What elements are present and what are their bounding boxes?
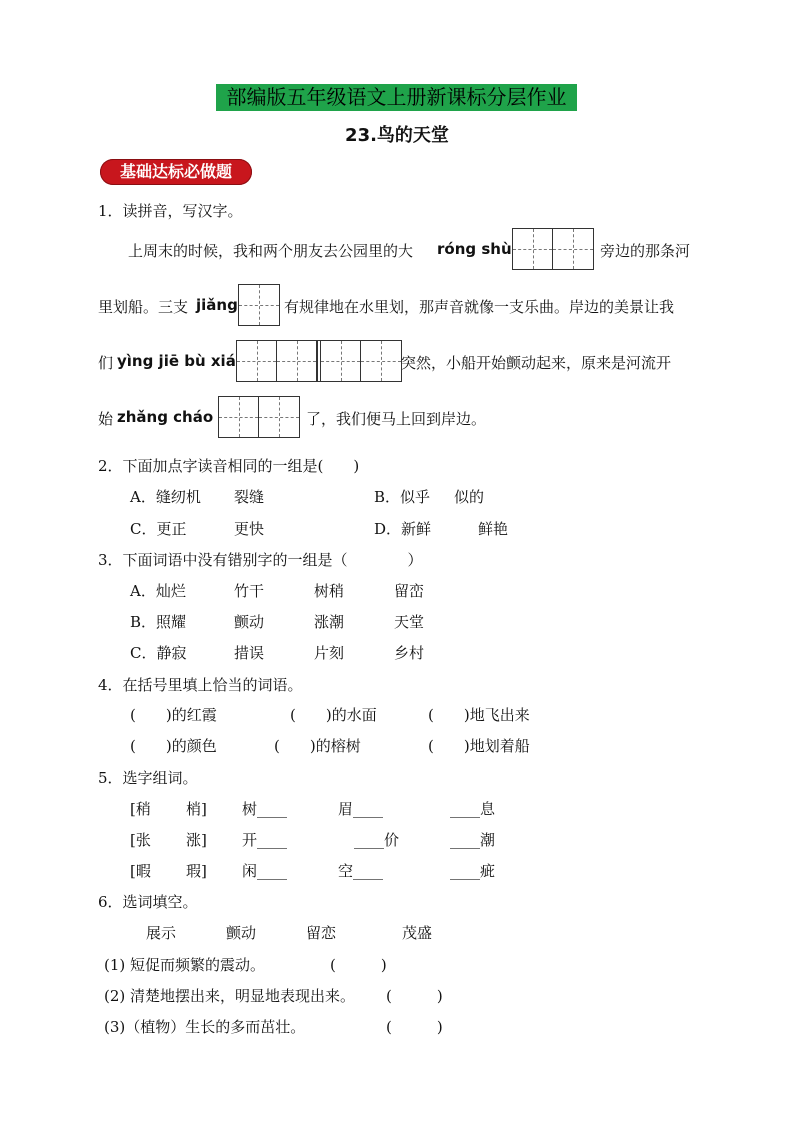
q5-char-option: 瑕] xyxy=(186,862,207,880)
q6-word-option: 展示 xyxy=(146,924,177,942)
q1-title: 1．读拼音，写汉字。 xyxy=(98,202,243,220)
q1-line1-text: 上周末的时候，我和两个朋友去公园里的大 xyxy=(128,242,414,260)
lesson-title: 23.鸟的天堂 xyxy=(345,125,449,146)
q4-blank[interactable]: ( )地划着船 xyxy=(428,737,530,755)
q3-row-b-col1: B．照耀 xyxy=(130,613,187,631)
q5-char-option: 梢] xyxy=(186,800,207,818)
q1-line1-pinyin: róng shù xyxy=(437,240,512,258)
q1-answer-grid-2[interactable] xyxy=(238,284,280,326)
q1-line2-pinyin: jiǎng xyxy=(196,296,238,314)
q4-title: 4．在括号里填上恰当的词语。 xyxy=(98,676,303,694)
q6-item-3: (3)（植物）生长的多而茁壮。 xyxy=(104,1018,306,1036)
q6-item-2: (2) 清楚地摆出来，明显地表现出来。 xyxy=(104,987,356,1005)
q2-option-c-word2: 更快 xyxy=(234,520,265,538)
q1-line3-text: 们 xyxy=(98,354,114,372)
series-title: 部编版五年级语文上册新课标分层作业 xyxy=(216,84,577,111)
q3-row-b-col3: 涨潮 xyxy=(314,613,345,631)
q5-char-option: [稍 xyxy=(130,800,151,818)
q5-blank[interactable]: ____息 xyxy=(450,800,496,818)
section-badge: 基础达标必做题 xyxy=(100,159,252,185)
q6-word-option: 茂盛 xyxy=(402,924,433,942)
q2-option-b-word2: 似的 xyxy=(454,488,485,506)
q1-answer-grid-4[interactable] xyxy=(218,396,300,438)
grid-cell[interactable] xyxy=(237,341,277,381)
q1-line4-text: 始 xyxy=(98,410,114,428)
grid-cell[interactable] xyxy=(219,397,259,437)
q5-char-option: [张 xyxy=(130,831,151,849)
grid-cell[interactable] xyxy=(277,341,317,381)
q3-row-c-col2: 措误 xyxy=(234,644,265,662)
q3-row-c-col1: C．静寂 xyxy=(130,644,187,662)
q2-option-a: A．缝纫机 xyxy=(130,488,201,506)
q3-row-c-col3: 片刻 xyxy=(314,644,345,662)
q5-blank[interactable]: 开____ xyxy=(242,831,288,849)
q6-word-option: 留恋 xyxy=(306,924,337,942)
q1-answer-grid-1[interactable] xyxy=(512,228,594,270)
q5-blank[interactable]: 树____ xyxy=(242,800,288,818)
q4-blank[interactable]: ( )的红霞 xyxy=(130,706,217,724)
grid-cell[interactable] xyxy=(259,397,299,437)
q2-option-d-word2: 鲜艳 xyxy=(478,520,509,538)
q5-char-option: 涨] xyxy=(186,831,207,849)
q1-line1-after: 旁边的那条河 xyxy=(600,242,691,260)
q1-line3-pinyin: yìng jiē bù xiá xyxy=(117,352,236,370)
q3-row-a-col3: 树稍 xyxy=(314,582,345,600)
q2-title: 2．下面加点字读音相同的一组是( ) xyxy=(98,457,360,475)
q3-row-b-col4: 天堂 xyxy=(394,613,425,631)
q6-word-option: 颤动 xyxy=(226,924,257,942)
q1-line2-after: 有规律地在水里划，那声音就像一支乐曲。岸边的美景让我 xyxy=(284,298,675,316)
q6-item-1: (1) 短促而频繁的震动。 xyxy=(104,956,266,974)
grid-cell[interactable] xyxy=(553,229,593,269)
grid-cell[interactable] xyxy=(513,229,553,269)
q5-title: 5．选字组词。 xyxy=(98,769,198,787)
q2-option-b: B．似乎 xyxy=(374,488,431,506)
q6-item-3-blank[interactable]: ( ) xyxy=(386,1018,443,1036)
q5-blank[interactable]: ____潮 xyxy=(450,831,496,849)
q1-line4-pinyin: zhǎng cháo xyxy=(117,408,214,426)
q3-row-a-col2: 竹干 xyxy=(234,582,265,600)
q2-option-c: C．更正 xyxy=(130,520,187,538)
q4-blank[interactable]: ( )地飞出来 xyxy=(428,706,530,724)
q3-row-c-col4: 乡村 xyxy=(394,644,425,662)
q5-blank[interactable]: 闲____ xyxy=(242,862,288,880)
q4-blank[interactable]: ( )的水面 xyxy=(290,706,377,724)
grid-cell[interactable] xyxy=(239,285,279,325)
q5-blank[interactable]: ____价 xyxy=(354,831,400,849)
q6-item-1-blank[interactable]: ( ) xyxy=(330,956,387,974)
q6-item-2-blank[interactable]: ( ) xyxy=(386,987,443,1005)
q1-answer-grid-3[interactable] xyxy=(236,340,402,382)
q1-line3-after: 突然，小船开始颤动起来，原来是河流开 xyxy=(401,354,672,372)
q5-blank[interactable]: ____疵 xyxy=(450,862,496,880)
q2-option-a-word2: 裂缝 xyxy=(234,488,265,506)
q3-row-a-col4: 留峦 xyxy=(394,582,425,600)
grid-cell[interactable] xyxy=(361,341,401,381)
q6-title: 6．选词填空。 xyxy=(98,893,198,911)
q3-row-a-col1: A．灿烂 xyxy=(130,582,186,600)
q5-blank[interactable]: 眉____ xyxy=(338,800,384,818)
q1-line4-after: 了，我们便马上回到岸边。 xyxy=(306,410,487,428)
q3-row-b-col2: 颤动 xyxy=(234,613,265,631)
q4-blank[interactable]: ( )的颜色 xyxy=(130,737,217,755)
q1-line2-text: 里划船。三支 xyxy=(98,298,189,316)
q5-blank[interactable]: 空____ xyxy=(338,862,384,880)
q4-blank[interactable]: ( )的榕树 xyxy=(274,737,361,755)
q2-option-d: D．新鲜 xyxy=(374,520,432,538)
q5-char-option: [暇 xyxy=(130,862,151,880)
grid-cell[interactable] xyxy=(321,341,361,381)
q3-title: 3．下面词语中没有错别字的一组是（ ） xyxy=(98,551,423,569)
